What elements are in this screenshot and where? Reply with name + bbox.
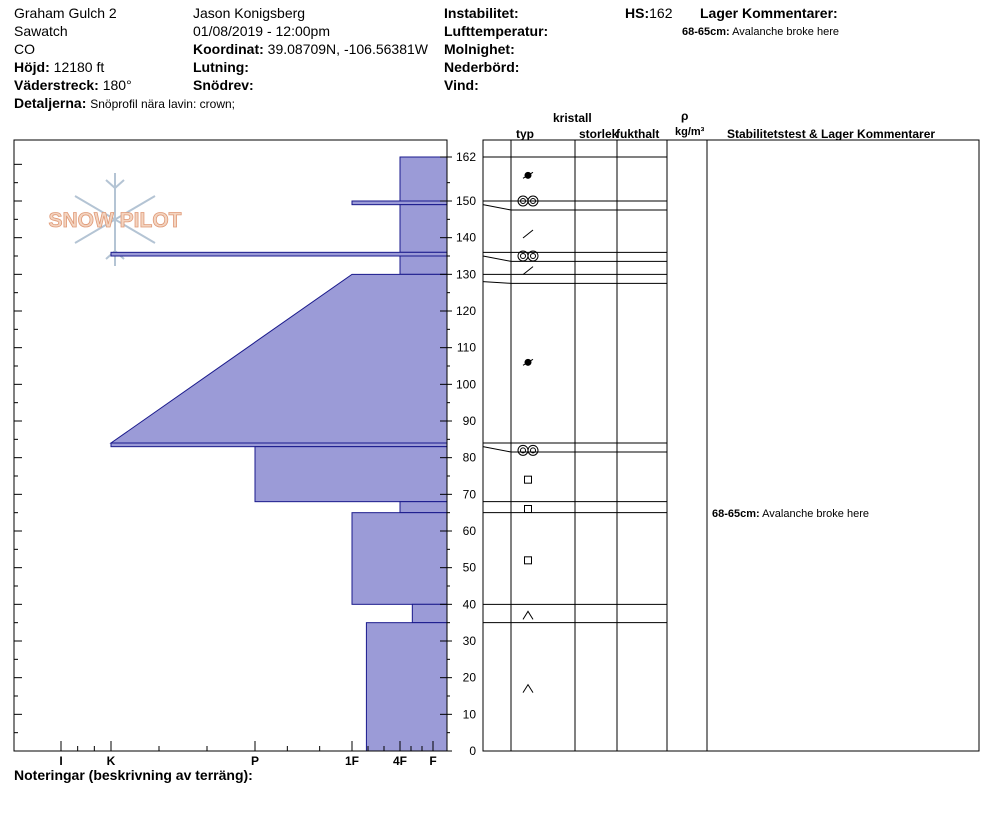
y-tick-label: 90 xyxy=(462,414,476,428)
elevation-label: Höjd: xyxy=(14,59,50,75)
col-typ: typ xyxy=(516,127,534,141)
hardness-layer-6 xyxy=(111,443,447,447)
hs-label: HS: xyxy=(625,5,650,21)
y-tick-label: 150 xyxy=(455,194,476,208)
hardness-label: K xyxy=(106,754,116,768)
grain-rounds-icon xyxy=(518,445,538,455)
y-tick-label: 30 xyxy=(462,634,476,648)
state: CO xyxy=(14,41,35,57)
layer-comment-range: 68-65cm: xyxy=(682,26,730,38)
left-ticks xyxy=(14,164,22,751)
grain-square-icon xyxy=(525,557,532,564)
y-tick-label: 80 xyxy=(462,450,476,465)
slope-label: Lutning: xyxy=(193,59,249,75)
hardness-layer-7 xyxy=(255,447,447,502)
notes-label: Noteringar (beskrivning av terräng): xyxy=(14,767,253,783)
col-storlek: storlek xyxy=(579,127,619,141)
y-tick-label: 40 xyxy=(462,597,476,612)
air-temp-label: Lufttemperatur: xyxy=(444,23,549,39)
y-tick-label: 20 xyxy=(462,670,476,685)
hardness-layers xyxy=(111,157,447,751)
y-tick-label: 110 xyxy=(456,340,476,355)
hardness-label: F xyxy=(429,754,437,768)
elevation-value: 12180 ft xyxy=(53,59,105,75)
grain-square-icon xyxy=(525,476,532,483)
hardness-label: 4F xyxy=(392,754,408,768)
observer: Jason Konigsberg xyxy=(193,5,306,21)
details-value: Snöprofil nära lavin: crown; xyxy=(90,97,235,111)
y-tick-label: 0 xyxy=(469,744,476,758)
layer-comments-label: Lager Kommentarer: xyxy=(700,5,838,21)
hardness-layer-0 xyxy=(400,157,447,201)
coord-label: Koordinat: xyxy=(193,41,264,57)
grain-square-icon xyxy=(525,506,532,513)
col-stability: Stabilitetstest & Lager Kommentarer xyxy=(727,127,936,141)
sky-label: Molnighet: xyxy=(444,41,515,57)
grain-symbols xyxy=(518,172,538,693)
hardness-layer-5 xyxy=(111,274,447,443)
col-kristall: kristall xyxy=(553,111,592,125)
col-fukthalt: fukthalt xyxy=(616,127,660,141)
coord-value: 39.08709N, -106.56381W xyxy=(267,41,428,57)
y-tick-label: 10 xyxy=(462,707,476,722)
col-rho: ρ xyxy=(681,109,689,123)
grain-slash-icon xyxy=(523,230,533,238)
hardness-layer-4 xyxy=(400,256,447,274)
grain-rounds-icon xyxy=(518,196,538,206)
wind-loading-label: Snödrev: xyxy=(193,77,254,93)
stability-comment-text: Avalanche broke here xyxy=(762,508,869,520)
hardness-layer-8 xyxy=(400,502,447,513)
hardness-layer-2 xyxy=(400,205,447,253)
datetime: 01/08/2019 - 12:00pm xyxy=(193,23,330,39)
grain-caret-icon xyxy=(523,685,533,693)
y-tick-label: 70 xyxy=(462,487,476,502)
hs-value: 162 xyxy=(649,5,673,21)
logo-text: SNOW PILOT xyxy=(48,209,182,232)
y-tick-label: 120 xyxy=(455,304,476,318)
y-tick-label: 162 xyxy=(455,150,476,164)
col-density-unit: kg/m³ xyxy=(675,126,705,138)
hardness-layer-3 xyxy=(111,252,447,256)
layer-table-frame xyxy=(483,140,979,751)
hardness-layer-11 xyxy=(366,623,447,751)
grain-dot-icon xyxy=(523,172,533,179)
y-tick-label: 50 xyxy=(462,560,476,575)
hardness-label: 1F xyxy=(344,754,360,768)
precip-label: Nederbörd: xyxy=(444,59,520,75)
location-name: Graham Gulch 2 xyxy=(14,5,117,21)
y-tick-label: 60 xyxy=(462,524,476,538)
grain-dot-icon xyxy=(523,359,533,366)
mountain-range: Sawatch xyxy=(14,23,68,39)
y-tick-label: 140 xyxy=(455,230,476,245)
hardness-layer-10 xyxy=(412,604,447,622)
aspect-label: Väderstreck: xyxy=(14,77,99,93)
y-tick-label: 100 xyxy=(455,377,476,392)
details-label: Detaljerna: xyxy=(14,95,87,111)
hardness-layer-9 xyxy=(352,513,447,605)
grain-caret-icon xyxy=(523,611,533,619)
stability-comment-range: 68-65cm: xyxy=(712,508,760,520)
instability-label: Instabilitet: xyxy=(444,5,519,21)
y-tick-label: 130 xyxy=(455,267,476,282)
hardness-label: P xyxy=(250,754,260,768)
grain-slash-icon xyxy=(523,267,533,275)
hardness-layer-1 xyxy=(352,201,447,205)
hardness-label: I xyxy=(59,754,63,768)
layer-comment-text: Avalanche broke here xyxy=(732,26,839,38)
aspect-value: 180° xyxy=(102,77,132,93)
wind-label: Vind: xyxy=(444,77,479,93)
